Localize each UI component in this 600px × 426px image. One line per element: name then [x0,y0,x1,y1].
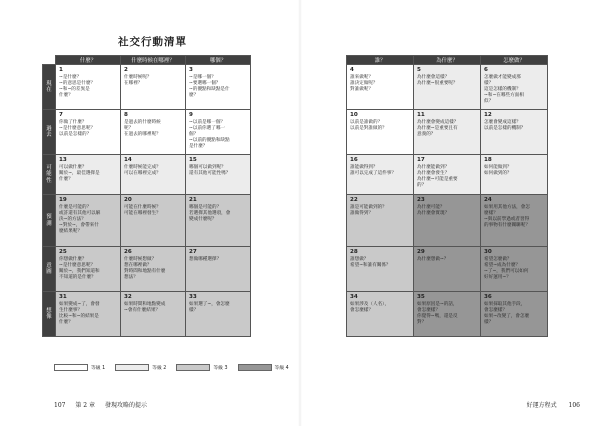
legend-item-level-3 [176,364,227,371]
cell-text: 希望怎麼做？ 希望~成為什麼？ ~了~，我們可以如何 好好運用~？ [484,257,529,281]
grid-row [347,195,548,247]
grid-row [43,110,251,155]
cell-number: 35 [417,294,425,300]
cell-number: 32 [124,294,132,300]
question-cell [414,292,481,337]
cell-number: 27 [189,249,197,255]
legend-swatch [238,364,272,371]
question-cell [347,195,414,247]
row-label: 現 在 [43,65,56,110]
cell-number: 4 [350,67,354,73]
cell-text: ~是什麼？ ~的意思是什麼？ ~和~的差異是 什麼？ [59,75,96,99]
cell-text: 你做了什麼？ ~是什麼意思呢？ 以前是怎樣的？ [59,120,96,138]
cell-number: 21 [189,197,197,203]
question-cell [121,110,186,155]
cell-number: 31 [59,294,67,300]
question-cell [481,65,548,110]
col-header-which: 哪個？ [186,56,251,65]
question-cell [56,195,121,247]
cell-number: 36 [484,294,492,300]
question-cell [414,195,481,247]
col-header-why: 為什麼？ [414,56,481,65]
cell-text: 什麼是可能的？ 或許還有其他可以解 決~的方法？ ~對於~，會帶來什 麼結果呢？ [59,205,101,235]
cell-number: 5 [417,67,421,73]
cell-number: 23 [417,197,425,203]
cell-text: 誰來做呢？ 誰決定做呢？ 對誰做呢？ [350,75,378,93]
cell-text: 如何能做到？ 如何做到的？ [484,165,512,177]
legend-swatch [54,364,88,371]
cell-text: 如果涉及（人名）， 會怎麼樣？ [350,302,390,314]
chapter-title: 發現攻略的提示 [104,402,147,409]
cell-text: 如果原因是~的話， 會怎麼樣？ 你覺得~嗎，還是反 對？ [417,302,458,326]
cell-text: 誰想做？ 希望~和誰有關係？ [350,257,391,269]
legend-item-level-1 [54,364,105,371]
cell-number: 26 [124,249,132,255]
grid-row [43,155,251,195]
cell-number: 19 [59,197,67,203]
row-label: 想 像 [43,292,56,337]
col-header-what: 什麼？ [56,56,121,65]
cell-number: 33 [189,294,197,300]
cell-text: 為什麼會變成這樣？ 為什麼~是重要且有 意義的？ [417,120,459,138]
legend-item-level-4 [238,364,289,371]
cell-text: 什麼時候能完成？ 可以在哪裡完成？ [124,165,161,177]
grid-row [347,155,548,195]
question-cell [347,65,414,110]
left-page-number: 107 [54,402,66,409]
grid-row [43,292,251,337]
cell-number: 16 [350,157,358,163]
cell-number: 3 [189,67,193,73]
cell-number: 13 [59,157,67,163]
right-table [346,55,548,337]
cell-number: 15 [189,157,197,163]
cell-number: 17 [417,157,425,163]
cell-text: 什麼時候想做？ 想在哪裡做？ 對時間和地點有什麼 想法？ [124,257,166,281]
cell-text: 可以做什麼？ 關於~，最佳選擇是 什麼？ [59,165,100,183]
question-cell [121,247,186,292]
grid-row [43,247,251,292]
question-cell [186,247,251,292]
question-cell [56,65,121,110]
cell-text: 如果用其他方法，會怎 麼樣？ ~與以前學過或者習得 的事物有什麼關聯呢？ [484,205,530,229]
cell-number: 18 [484,157,492,163]
cell-number: 24 [484,197,492,203]
cell-text: 想做哪種選擇？ [189,257,222,263]
right-grid [346,55,548,337]
legend-label: 等級 3 [213,366,228,371]
cell-number: 29 [417,249,425,255]
question-cell [56,110,121,155]
cell-number: 9 [189,112,193,118]
question-cell [414,155,481,195]
corner-cell [43,56,56,65]
col-header-when-where: 什麼時候在哪裡？ [121,56,186,65]
page-title: 社交行動清單 [118,36,187,48]
cell-text: 為什麼想做~？ [417,257,449,263]
cell-text: 誰能做得到？ 誰可以完成了這件事？ [350,165,396,177]
grid-row [43,195,251,247]
question-cell [121,65,186,110]
question-cell [121,155,186,195]
question-cell [186,65,251,110]
grid-row [347,292,548,337]
cell-text: 哪個是可能的？ 若選擇其他選項，會 變成什麼呢？ [189,205,231,223]
question-cell [121,292,186,337]
chapter-label: 第 2 章 [75,402,96,409]
grid-row [347,65,548,110]
row-label: 過 去 [43,110,56,155]
cell-number: 14 [124,157,132,163]
cell-text: 可能在什麼時候？ 可能在哪裡發生？ [124,205,161,217]
question-cell [414,65,481,110]
right-page-number: 106 [568,402,580,409]
cell-text: 是過去的什麼時候 呢？ 在過去的哪裡呢？ [124,120,161,138]
left-grid [42,55,251,337]
question-cell [347,110,414,155]
legend-label: 等級 2 [152,366,167,371]
question-cell [121,195,186,247]
cell-number: 10 [350,112,358,118]
question-cell [56,292,121,337]
grid-row [347,247,548,292]
cell-text: 怎麼會變成這樣？ 以前是怎樣的機制？ [484,120,526,132]
question-cell [186,155,251,195]
cell-text: ~以前是哪一個？ ~以前你選了哪一 個？ ~以前的優點和缺點 是什麼？ [189,120,230,150]
left-table [42,55,251,337]
cell-text: 你想做什麼？ ~是什麼意思呢？ 關於~，我們知道和 不知道的是什麼？ [59,257,100,281]
cell-text: 哪個可以做到呢？ 還有其他可能性嗎？ [189,165,231,177]
cell-text: 如果選了~，會怎麼 樣？ [189,302,230,314]
question-cell [414,110,481,155]
question-cell [481,247,548,292]
footer-left [54,400,155,409]
question-cell [481,195,548,247]
question-cell [347,292,414,337]
book-gutter [298,0,302,426]
cell-number: 25 [59,249,67,255]
legend-swatch [176,364,210,371]
legend [54,364,299,371]
cell-number: 1 [59,67,63,73]
cell-text: 怎麼做才能變成那 樣？ 這是怎樣的機制？ ~和~在哪些方面相 似？ [484,75,524,105]
legend-item-level-2 [115,364,166,371]
question-cell [347,247,414,292]
cell-text: 如果採取其他手段， 會怎麼樣？ 如果~改變了，會怎麼 樣？ [484,302,530,326]
cell-number: 34 [350,294,358,300]
question-cell [56,155,121,195]
question-cell [186,292,251,337]
row-label: 意 圖 [43,247,56,292]
book-title: 好運方程式 [526,402,557,409]
row-label: 預 測 [43,195,56,247]
question-cell [414,247,481,292]
footer-right [517,400,580,409]
legend-swatch [115,364,149,371]
cell-text: 如果變成~了，會發 生什麼事？ 比較~和~的結果是 什麼？ [59,302,100,326]
cell-text: 如果時間和地點變成 ~會有什麼結果？ [124,302,166,314]
cell-text: 誰是可能做到的？ 誰做得到？ [350,205,387,217]
question-cell [347,155,414,195]
cell-number: 20 [124,197,132,203]
cell-number: 30 [484,249,492,255]
cell-text: 為什麼能做到？ 為什麼會發生？ 為什麼~可能是重要 的？ [417,165,458,189]
legend-label: 等級 4 [274,366,289,371]
cell-number: 2 [124,67,128,73]
cell-text: ~是哪一個？ ~要選哪一個？ ~的優點和缺點是什 麼？ [189,75,230,99]
cell-text: 為什麼可能？ 為什麼會實現？ [417,205,450,217]
cell-text: 為什麼會這樣？ 為什麼~很重要呢？ [417,75,458,87]
cell-number: 28 [350,249,358,255]
question-cell [56,247,121,292]
cell-number: 6 [484,67,488,73]
cell-text: 以前是誰做的？ 以前是對誰做的？ [350,120,387,132]
row-label: 可 能 性 [43,155,56,195]
cell-number: 12 [484,112,492,118]
question-cell [186,110,251,155]
col-header-who: 誰？ [347,56,414,65]
legend-label: 等級 1 [91,366,106,371]
cell-number: 8 [124,112,128,118]
cell-number: 11 [417,112,425,118]
grid-row [43,65,251,110]
cell-text: 什麼時候呢？ 在哪裡？ [124,75,152,87]
question-cell [186,195,251,247]
cell-number: 7 [59,112,63,118]
col-header-how: 怎麼做？ [481,56,548,65]
question-cell [481,155,548,195]
grid-row [347,110,548,155]
question-cell [481,110,548,155]
question-cell [481,292,548,337]
cell-number: 22 [350,197,358,203]
